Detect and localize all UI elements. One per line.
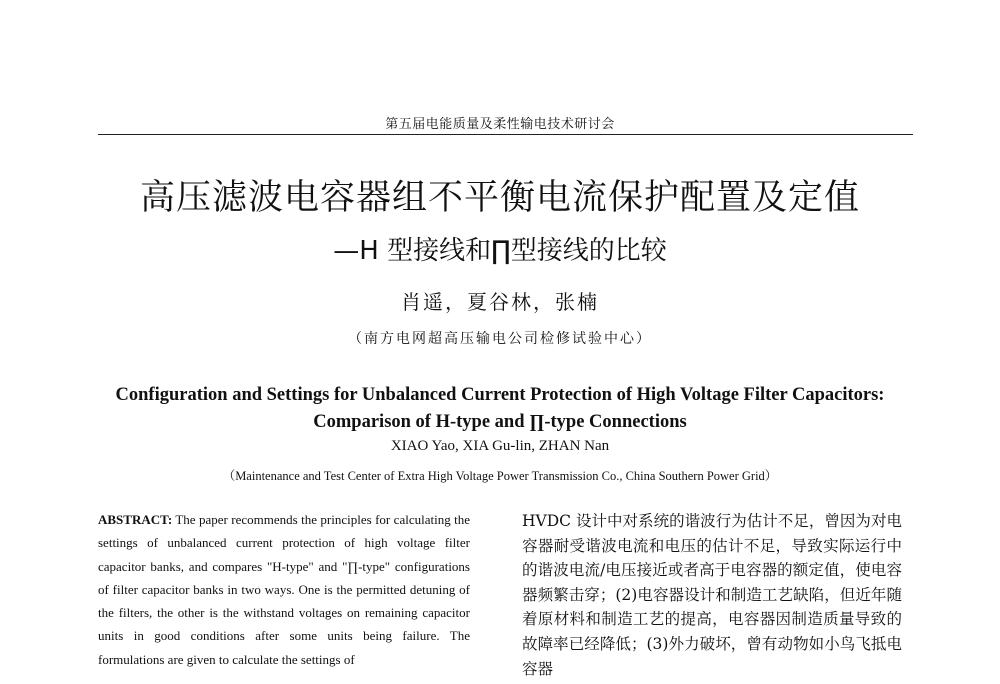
authors-en: XIAO Yao, XIA Gu-lin, ZHAN Nan xyxy=(390,438,610,454)
affiliation-en: （Maintenance and Test Center of Extra High Voltage Power Transmission Co., China Southern Power Grid） xyxy=(222,469,778,483)
paper-title-en: Configuration and Settings for Unbalanced Current Protection of High Voltage Filter Capacitors: Comparison of H-type and ∏-type Connections xyxy=(115,385,885,432)
authors-cn: 肖遥，夏谷林，张楠 xyxy=(401,290,599,314)
affiliation-cn: （南方电网超高压输电公司检修试验中心） xyxy=(348,331,652,347)
paper-title-cn: 高压滤波电容器组不平衡电流保护配置及定值 xyxy=(139,178,860,218)
header-rule xyxy=(98,134,913,135)
body-text-right-column: HVDC 设计中对系统的谐波行为估计不足，曾因为对电容器耐受谐波电流和电压的估计不足，导致实际运行中的谐波电流/电压接近或者高于电容器的额定值，使电容器频繁击穿；(2)电容器设计和制造工艺缺陷，但近年随着原材料和制造工艺的提高，电容器因制造质量导致的故障率已经降低；(3)外力破坏，曾有动物如小鸟飞抵电容器 xyxy=(522,512,902,678)
abstract xyxy=(98,508,470,671)
abstract-text: The paper recommends the principles for calculating the settings of unbalanced current protection of high voltage filter capacitor banks, and compares "H-type" and "∏-type" configurations of filter capacitor banks in two ways. One is the permitted detuning of the filters, the other is the withstand voltages on remaining capacitor units in good conditions after some units being failure. The formulations are given to calculate the settings of xyxy=(98,512,470,667)
paper-subtitle-cn: —H 型接线和∏型接线的比较 xyxy=(333,236,667,266)
abstract-label: ABSTRACT: xyxy=(98,512,173,527)
conference-header: 第五届电能质量及柔性输电技术研讨会 xyxy=(385,117,615,132)
